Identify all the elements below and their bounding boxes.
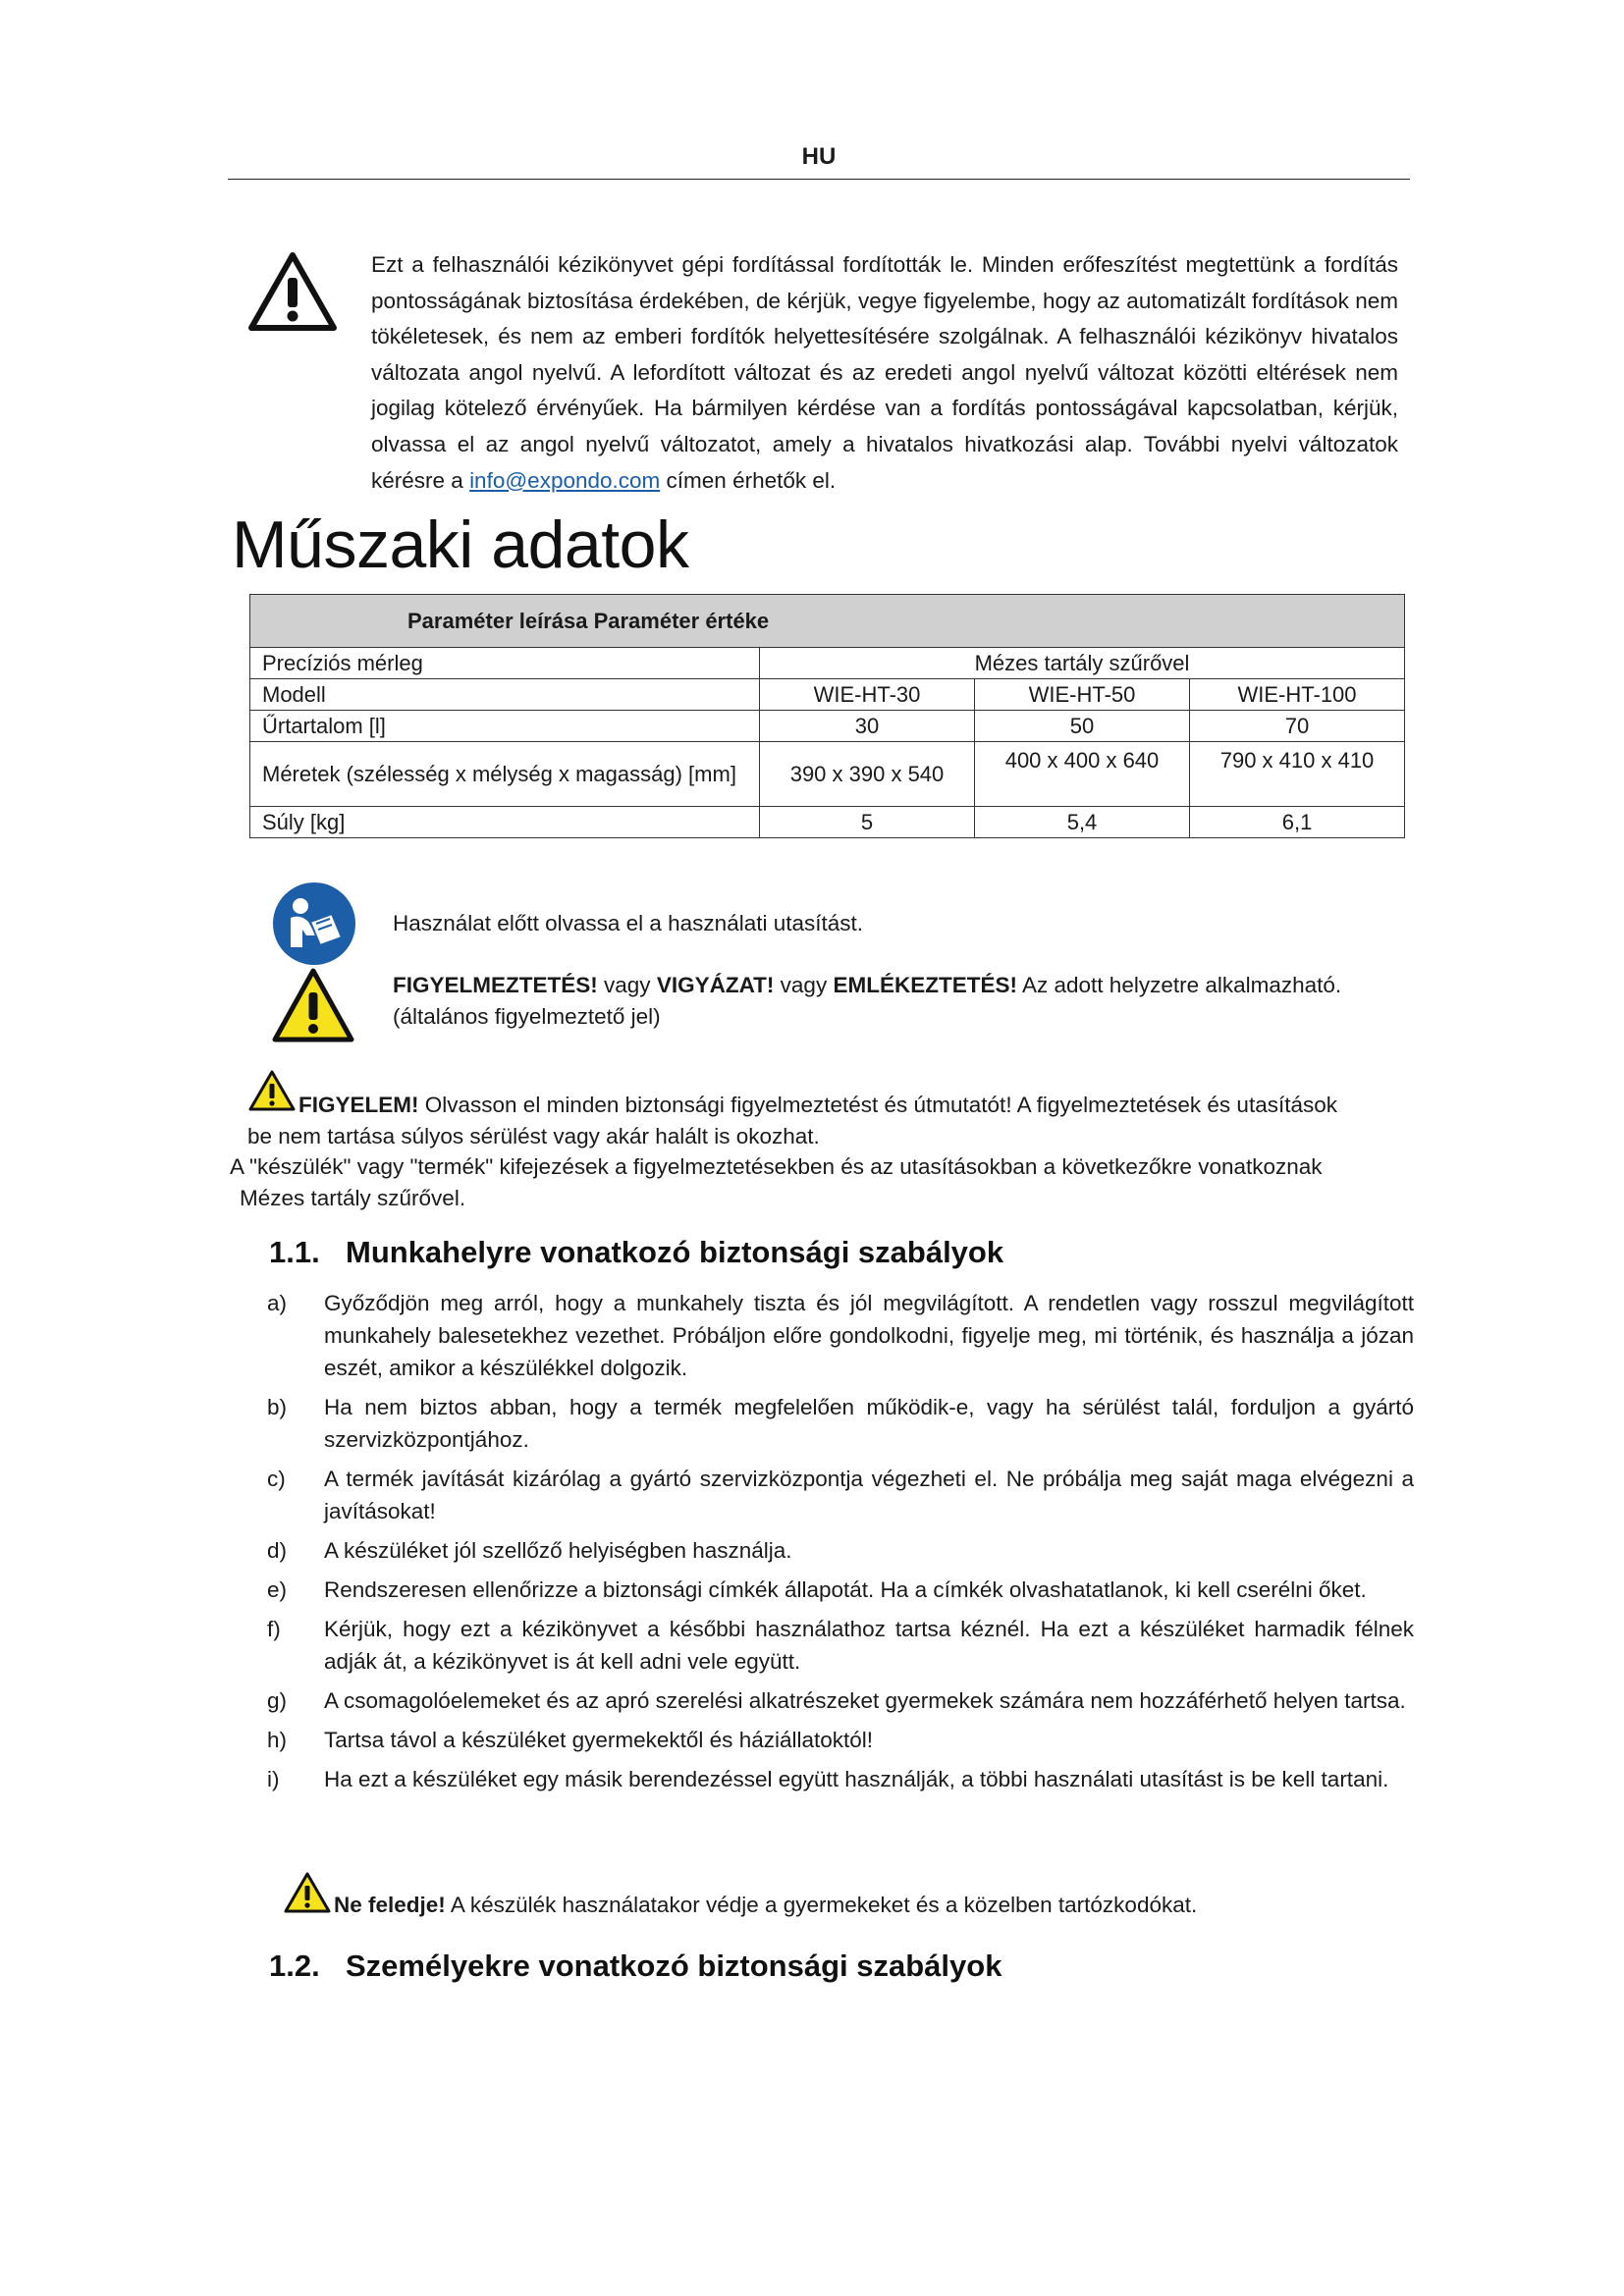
cell: 6,1 bbox=[1190, 807, 1405, 838]
warning-rest: Az adott helyzetre alkalmazható. bbox=[1022, 973, 1342, 997]
row-label: Precíziós mérleg bbox=[250, 648, 760, 679]
or-word: vagy bbox=[604, 973, 651, 997]
rules-list bbox=[267, 1287, 1414, 1802]
list-label: d) bbox=[267, 1538, 288, 1563]
list-item bbox=[267, 1724, 1414, 1756]
cell: 390 x 390 x 540 bbox=[760, 742, 975, 807]
list-label: e) bbox=[267, 1577, 288, 1602]
warning-subtitle: (általános figyelmeztető jel) bbox=[393, 1004, 661, 1029]
warning-triangle-icon bbox=[247, 250, 338, 333]
list-text: Rendszeresen ellenőrizze a biztonsági címkék állapotát. Ha a címkék olvashatatlanok, ki kell cserélni őket. bbox=[324, 1577, 1367, 1602]
table-header-row bbox=[250, 595, 1405, 648]
remember-text: A készülék használatakor védje a gyermekeket és a közelben tartózkodókat. bbox=[450, 1893, 1198, 1917]
cell: WIE-HT-100 bbox=[1190, 679, 1405, 711]
attention-text: Olvasson el minden biztonsági figyelmeztetést és útmutatót! A figyelmeztetések és utasítások bbox=[424, 1093, 1337, 1117]
list-text: Győződjön meg arról, hogy a munkahely tiszta és jól megvilágított. A rendetlen vagy rosszul megvilágított munkahely balesetekhez vezethet. Próbáljon előre gondolkodni, figyelje meg, mi történik, és használja a józan eszét, amikor a készülékkel dolgozik. bbox=[324, 1291, 1414, 1380]
list-text: A csomagolóelemeket és az apró szerelési alkatrészeket gyermekek számára nem hozzáférhető helyen tartsa. bbox=[324, 1688, 1406, 1713]
cell: WIE-HT-50 bbox=[975, 679, 1190, 711]
warning-legend bbox=[393, 970, 1394, 1033]
attention-line: Mézes tartály szűrővel. bbox=[240, 1185, 466, 1210]
section-heading-1-1 bbox=[269, 1235, 1003, 1270]
warning-word: FIGYELMEZTETÉS! bbox=[393, 973, 598, 997]
attention-line: A "készülék" vagy "termék" kifejezések a figyelmeztetésekben és az utasításokban a következőkre vonatkoznak bbox=[230, 1154, 1323, 1179]
cell: 790 x 410 x 410 bbox=[1190, 742, 1405, 807]
section-title: Munkahelyre vonatkozó biztonsági szabályok bbox=[346, 1235, 1004, 1269]
list-item bbox=[267, 1574, 1414, 1606]
list-text: Tartsa távol a készüléket gyermekektől és háziállatoktól! bbox=[324, 1728, 874, 1752]
list-label: c) bbox=[267, 1467, 286, 1491]
list-label: b) bbox=[267, 1395, 288, 1419]
remember-warning-icon bbox=[283, 1871, 332, 1914]
table-row bbox=[250, 807, 1405, 838]
reminder-word: EMLÉKEZTETÉS! bbox=[833, 973, 1017, 997]
attention-label: FIGYELEM! bbox=[298, 1093, 419, 1117]
section-number: 1.2. bbox=[269, 1949, 320, 1983]
cell: 50 bbox=[975, 711, 1190, 742]
list-item bbox=[267, 1534, 1414, 1567]
table-row bbox=[250, 679, 1405, 711]
or-word: vagy bbox=[780, 973, 828, 997]
table-row bbox=[250, 711, 1405, 742]
row-label: Méretek (szélesség x mélység x magasság) [mm] bbox=[250, 742, 760, 807]
table-row bbox=[250, 742, 1405, 807]
general-warning-icon bbox=[271, 967, 355, 1043]
header-rule bbox=[228, 179, 1410, 180]
notice-suffix: címen érhetők el. bbox=[666, 467, 837, 493]
cell: WIE-HT-30 bbox=[760, 679, 975, 711]
list-item bbox=[267, 1463, 1414, 1527]
list-item bbox=[267, 1287, 1414, 1384]
section-title: Személyekre vonatkozó biztonsági szabályok bbox=[346, 1949, 1002, 1983]
page-title: Műszaki adatok bbox=[232, 507, 689, 582]
attention-line: be nem tartása súlyos sérülést vagy akár halált is okozhat. bbox=[247, 1123, 820, 1148]
cell: 400 x 400 x 640 bbox=[975, 742, 1190, 807]
cell: 5,4 bbox=[975, 807, 1190, 838]
spec-table bbox=[249, 594, 1405, 838]
list-label: i) bbox=[267, 1767, 280, 1791]
read-manual-text: Használat előtt olvassa el a használati utasítást. bbox=[393, 911, 864, 935]
row-label: Modell bbox=[250, 679, 760, 711]
cell: 70 bbox=[1190, 711, 1405, 742]
cell: 30 bbox=[760, 711, 975, 742]
list-text: Ha nem biztos abban, hogy a termék megfelelően működik-e, vagy ha sérülést talál, forduljon a gyártó szervizközpontjához. bbox=[324, 1395, 1414, 1452]
list-text: Kérjük, hogy ezt a kézikönyvet a későbbi használathoz tartsa kéznél. Ha ezt a készüléket harmadik félnek adják át, a kézikönyvet is át kell adni vele együtt. bbox=[324, 1617, 1414, 1674]
row-label: Űrtartalom [l] bbox=[250, 711, 760, 742]
list-item bbox=[267, 1613, 1414, 1678]
row-value: Mézes tartály szűrővel bbox=[760, 648, 1405, 679]
translation-notice bbox=[371, 247, 1398, 499]
list-item bbox=[267, 1684, 1414, 1717]
page-header-lang: HU bbox=[801, 143, 837, 170]
email-link[interactable]: info@expondo.com bbox=[469, 467, 661, 493]
table-header-cell: Paraméter leírása Paraméter értéke bbox=[250, 595, 1405, 648]
list-text: A termék javítását kizárólag a gyártó szervizközpontja végezheti el. Ne próbálja meg saját maga elvégezni a javításokat! bbox=[324, 1467, 1414, 1523]
list-item bbox=[267, 1391, 1414, 1456]
read-manual-icon bbox=[271, 881, 357, 967]
list-label: g) bbox=[267, 1688, 288, 1713]
table-row bbox=[250, 648, 1405, 679]
list-text: A készüléket jól szellőző helyiségben használja. bbox=[324, 1538, 792, 1563]
notice-body: Ezt a felhasználói kézikönyvet gépi fordítással fordították le. Minden erőfeszítést megtettünk a fordítás pontosságának biztosítása érdekében, de kérjük, vegye figyelembe, hogy az automatizált fordítások nem tökéletesek, és nem az emberi fordítók helyettesítésére szolgálnak. A felhasználói kézikönyv hivatalos változata angol nyelvű. A lefordított változat és az eredeti angol nyelvű változat közötti eltérések nem jogilag kötelező érvényűek. Ha bármilyen kérdése van a fordítás pontosságával kapcsolatban, kérjük, olvassa el az angol nyelvű változatot, amely a hivatalos hivatkozási alap. További nyelvi változatok kérésre a bbox=[371, 252, 1398, 493]
list-item bbox=[267, 1763, 1414, 1795]
section-heading-1-2 bbox=[269, 1949, 1001, 1984]
list-text: Ha ezt a készüléket egy másik berendezéssel együtt használják, a többi használati utasítást is be kell tartani. bbox=[324, 1767, 1389, 1791]
attention-paragraph bbox=[232, 1090, 1410, 1213]
list-label: f) bbox=[267, 1617, 281, 1641]
section-number: 1.1. bbox=[269, 1235, 320, 1269]
cell: 5 bbox=[760, 807, 975, 838]
caution-word: VIGYÁZAT! bbox=[656, 973, 775, 997]
remember-label: Ne feledje! bbox=[334, 1893, 446, 1917]
list-label: a) bbox=[267, 1291, 288, 1315]
remember-note bbox=[334, 1893, 1197, 1918]
row-label: Súly [kg] bbox=[250, 807, 760, 838]
list-label: h) bbox=[267, 1728, 288, 1752]
